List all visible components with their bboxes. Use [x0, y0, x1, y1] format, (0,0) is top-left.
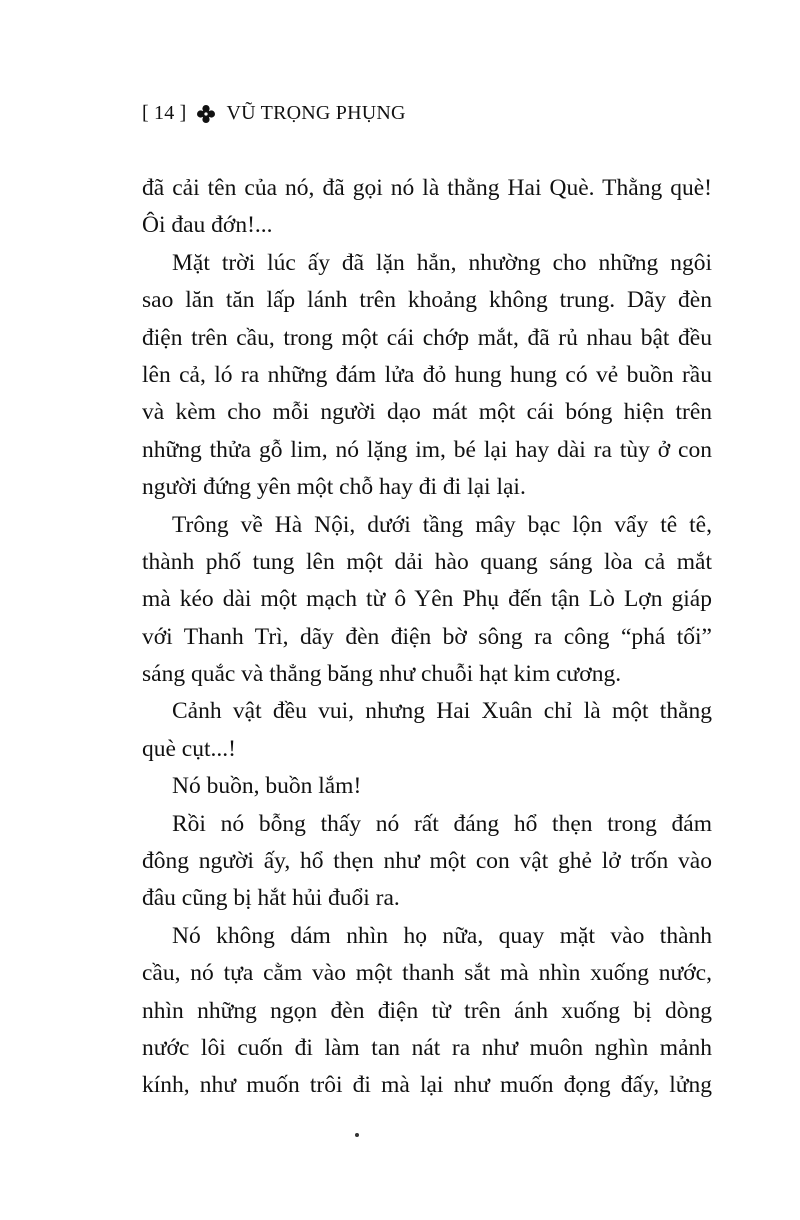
scan-speck — [355, 1133, 359, 1137]
text-line: điện trên cầu, trong một cái chớp mắt, đã rủ nhau bật đều — [142, 324, 712, 351]
text-line: Nó buồn, buồn lắm! — [172, 773, 362, 800]
text-line: Cảnh vật đều vui, nhưng Hai Xuân chỉ là một thằng — [172, 698, 712, 725]
text-line: Mặt trời lúc ấy đã lặn hẳn, nhường cho những ngôi — [172, 249, 712, 276]
running-header — [142, 102, 406, 125]
text-line: sáng quắc và thẳng băng như chuỗi hạt kim cương. — [142, 661, 622, 688]
body-text — [142, 170, 712, 1105]
text-line: và kèm cho mỗi người dạo mát một cái bóng hiện trên — [142, 399, 712, 426]
author-name: VŨ TRỌNG PHỤNG — [226, 102, 406, 124]
text-line: nước lôi cuốn đi làm tan nát ra như muôn nghìn mảnh — [142, 1034, 712, 1061]
text-line: sao lăn tăn lấp lánh trên khoảng không trung. Dãy đèn — [142, 287, 712, 314]
text-line: Ôi đau đớn!... — [142, 212, 273, 239]
text-line: cầu, nó tựa cằm vào một thanh sắt mà nhìn xuống nước, — [142, 960, 712, 987]
text-line: đâu cũng bị hắt hủi đuổi ra. — [142, 885, 400, 912]
text-line: nhìn những ngọn đèn điện từ trên ánh xuống bị dòng — [142, 997, 712, 1024]
page-number: [ 14 ] — [142, 102, 187, 124]
text-line: kính, như muốn trôi đi mà lại như muốn đọng đấy, lửng — [142, 1072, 712, 1099]
text-line: mà kéo dài một mạch từ ô Yên Phụ đến tận Lò Lợn giáp — [142, 586, 712, 613]
text-line: người đứng yên một chỗ hay đi đi lại lại. — [142, 474, 526, 501]
text-line: Trông về Hà Nội, dưới tầng mây bạc lộn vẩy tê tê, — [172, 511, 712, 538]
flower-ornament-icon — [197, 105, 215, 123]
text-line: Nó không dám nhìn họ nữa, quay mặt vào thành — [172, 922, 712, 949]
text-line: đông người ấy, hổ thẹn như một con vật ghẻ lở trốn vào — [142, 848, 712, 875]
text-line: đã cải tên của nó, đã gọi nó là thằng Hai Què. Thằng què! — [142, 175, 712, 201]
text-line: thành phố tung lên một dải hào quang sáng lòa cả mắt — [142, 548, 712, 575]
text-line: những thửa gỗ lim, nó lặng im, bé lại hay dài ra tùy ở con — [142, 436, 712, 463]
text-line: lên cả, ló ra những đám lửa đỏ hung hung có vẻ buồn rầu — [142, 361, 712, 388]
text-line: Rồi nó bỗng thấy nó rất đáng hổ thẹn trong đám — [172, 810, 712, 837]
text-line: què cụt...! — [142, 735, 236, 762]
text-line: với Thanh Trì, dãy đèn điện bờ sông ra công “phá tối” — [142, 623, 712, 650]
